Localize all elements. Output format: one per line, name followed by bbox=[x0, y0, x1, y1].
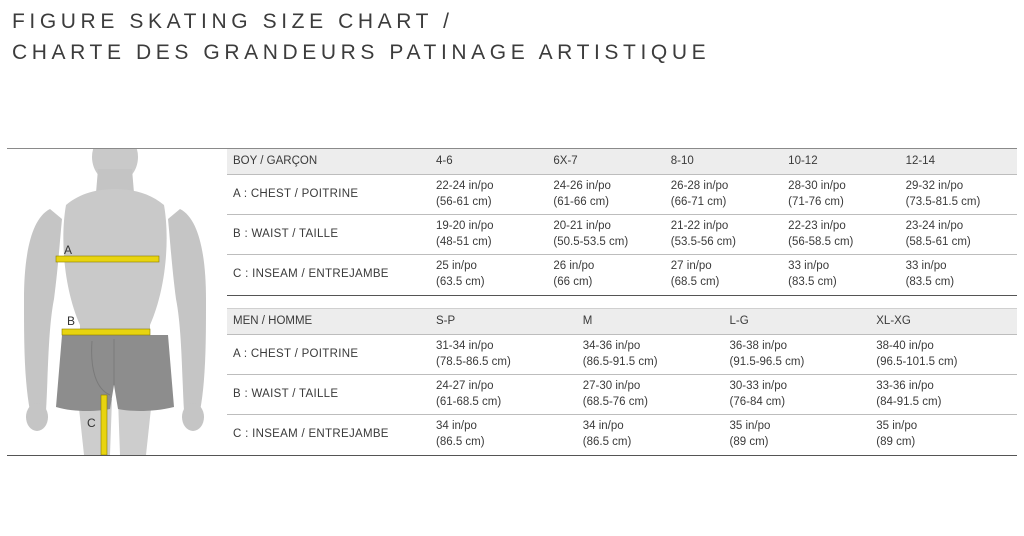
cell-inches: 33 in/po bbox=[788, 260, 830, 272]
table-cell bbox=[870, 415, 1017, 455]
body-measurement-figure bbox=[10, 149, 220, 455]
cell-inches: 27 in/po bbox=[670, 260, 712, 272]
cell-cm: (86.5-91.5 cm) bbox=[582, 355, 658, 368]
cell-cm: (86.5 cm) bbox=[436, 435, 485, 448]
figure-torso bbox=[63, 189, 166, 341]
men-size-l-g: L-G bbox=[724, 309, 871, 335]
frame-bottom-rule bbox=[7, 455, 1017, 456]
table-cell bbox=[665, 215, 782, 255]
cell-inches: 36-38 in/po bbox=[729, 340, 788, 352]
row-label-inseam: C : INSEAM / ENTREJAMBE bbox=[227, 255, 430, 295]
figure-shorts bbox=[56, 335, 174, 411]
figure-right-hand bbox=[182, 403, 204, 431]
cell-inches: 24-26 in/po bbox=[553, 180, 611, 192]
inseam-tape bbox=[101, 395, 107, 455]
cell-cm: (84-91.5 cm) bbox=[876, 395, 942, 408]
table-cell bbox=[547, 215, 664, 255]
table-cell bbox=[782, 255, 899, 295]
men-size-s-p: S-P bbox=[430, 309, 577, 335]
men-size-m: M bbox=[577, 309, 724, 335]
cell-inches: 25 in/po bbox=[436, 260, 477, 272]
cell-inches: 23-24 in/po bbox=[905, 220, 964, 232]
boy-header-row bbox=[227, 149, 1017, 175]
table-cell bbox=[430, 415, 577, 455]
row-label-waist: B : WAIST / TAILLE bbox=[227, 215, 430, 255]
cell-inches: 33 in/po bbox=[905, 260, 947, 272]
cell-inches: 29-32 in/po bbox=[905, 180, 964, 192]
title-line-french: CHARTE DES GRANDEURS PATINAGE ARTISTIQUE bbox=[12, 41, 711, 64]
cell-inches: 35 in/po bbox=[876, 420, 918, 432]
cell-cm: (58.5-61 cm) bbox=[905, 235, 971, 248]
cell-inches: 30-33 in/po bbox=[729, 380, 788, 392]
table-cell bbox=[724, 335, 871, 375]
cell-inches: 33-36 in/po bbox=[876, 380, 934, 392]
section-divider bbox=[227, 295, 1017, 296]
cell-inches: 19-20 in/po bbox=[436, 220, 494, 232]
row-label-chest: A : CHEST / POITRINE bbox=[227, 175, 430, 215]
cell-inches: 28-30 in/po bbox=[788, 180, 846, 192]
table-cell bbox=[430, 335, 577, 375]
boy-header-label: BOY / GARÇON bbox=[227, 149, 430, 175]
cell-cm: (91.5-96.5 cm) bbox=[729, 355, 805, 368]
men-header-row bbox=[227, 309, 1017, 335]
men-header-label: MEN / HOMME bbox=[227, 309, 430, 335]
table-cell bbox=[547, 175, 664, 215]
boy-waist-row bbox=[227, 215, 1017, 255]
table-cell bbox=[577, 335, 724, 375]
cell-cm: (66 cm) bbox=[553, 275, 593, 288]
cell-cm: (66-71 cm) bbox=[670, 195, 727, 208]
table-cell bbox=[577, 415, 724, 455]
cell-cm: (68.5 cm) bbox=[670, 275, 720, 288]
men-size-xl-xg: XL-XG bbox=[870, 309, 1017, 335]
cell-cm: (89 cm) bbox=[876, 435, 916, 448]
cell-cm: (63.5 cm) bbox=[436, 275, 485, 288]
figure-left-hand bbox=[26, 403, 48, 431]
figure-label-b: B bbox=[67, 314, 76, 328]
cell-cm: (96.5-101.5 cm) bbox=[876, 355, 958, 368]
table-cell bbox=[870, 375, 1017, 415]
cell-cm: (61-68.5 cm) bbox=[436, 395, 502, 408]
table-cell bbox=[577, 375, 724, 415]
table-cell bbox=[430, 375, 577, 415]
cell-inches: 38-40 in/po bbox=[876, 340, 934, 352]
page-title bbox=[12, 6, 710, 68]
table-cell bbox=[665, 175, 782, 215]
boy-size-8-10: 8-10 bbox=[665, 149, 782, 175]
cell-cm: (78.5-86.5 cm) bbox=[436, 355, 511, 368]
men-size-table bbox=[227, 309, 1017, 454]
cell-cm: (48-51 cm) bbox=[436, 235, 492, 248]
boy-size-4-6: 4-6 bbox=[430, 149, 547, 175]
table-cell bbox=[665, 255, 782, 295]
table-cell bbox=[547, 255, 664, 295]
cell-inches: 34 in/po bbox=[582, 420, 624, 432]
boy-inseam-row bbox=[227, 255, 1017, 295]
table-cell bbox=[782, 175, 899, 215]
table-cell bbox=[430, 215, 547, 255]
cell-inches: 35 in/po bbox=[729, 420, 771, 432]
table-cell bbox=[782, 215, 899, 255]
cell-cm: (56-61 cm) bbox=[436, 195, 492, 208]
table-cell bbox=[870, 335, 1017, 375]
cell-cm: (83.5 cm) bbox=[788, 275, 837, 288]
table-cell bbox=[900, 255, 1017, 295]
cell-cm: (61-66 cm) bbox=[553, 195, 609, 208]
figure-left-arm bbox=[24, 209, 62, 419]
row-label-chest: A : CHEST / POITRINE bbox=[227, 335, 430, 375]
cell-inches: 26 in/po bbox=[553, 260, 595, 272]
table-cell bbox=[724, 415, 871, 455]
figure-label-a: A bbox=[64, 243, 73, 257]
figure-right-arm bbox=[168, 209, 206, 419]
waist-tape bbox=[62, 329, 150, 335]
cell-cm: (83.5 cm) bbox=[905, 275, 955, 288]
cell-inches: 34-36 in/po bbox=[582, 340, 641, 352]
men-chest-row bbox=[227, 335, 1017, 375]
cell-cm: (68.5-76 cm) bbox=[582, 395, 648, 408]
cell-inches: 24-27 in/po bbox=[436, 380, 494, 392]
cell-cm: (73.5-81.5 cm) bbox=[905, 195, 981, 208]
row-label-inseam: C : INSEAM / ENTREJAMBE bbox=[227, 415, 430, 455]
boy-size-12-14: 12-14 bbox=[900, 149, 1017, 175]
cell-cm: (53.5-56 cm) bbox=[670, 235, 736, 248]
table-cell bbox=[724, 375, 871, 415]
boy-size-10-12: 10-12 bbox=[782, 149, 899, 175]
row-label-waist: B : WAIST / TAILLE bbox=[227, 375, 430, 415]
title-line-english: FIGURE SKATING SIZE CHART / bbox=[12, 10, 454, 33]
cell-cm: (86.5 cm) bbox=[582, 435, 632, 448]
cell-cm: (89 cm) bbox=[729, 435, 769, 448]
table-cell bbox=[900, 175, 1017, 215]
men-waist-row bbox=[227, 375, 1017, 415]
boy-size-table bbox=[227, 149, 1017, 294]
cell-cm: (71-76 cm) bbox=[788, 195, 844, 208]
table-cell bbox=[430, 255, 547, 295]
cell-inches: 21-22 in/po bbox=[670, 220, 729, 232]
cell-cm: (56-58.5 cm) bbox=[788, 235, 854, 248]
table-cell bbox=[430, 175, 547, 215]
cell-inches: 27-30 in/po bbox=[582, 380, 641, 392]
table-cell bbox=[900, 215, 1017, 255]
cell-cm: (50.5-53.5 cm) bbox=[553, 235, 629, 248]
men-inseam-row bbox=[227, 415, 1017, 455]
cell-inches: 34 in/po bbox=[436, 420, 477, 432]
cell-cm: (76-84 cm) bbox=[729, 395, 786, 408]
cell-inches: 31-34 in/po bbox=[436, 340, 494, 352]
boy-chest-row bbox=[227, 175, 1017, 215]
figure-label-c: C bbox=[87, 416, 96, 430]
boy-size-6x-7: 6X-7 bbox=[547, 149, 664, 175]
cell-inches: 20-21 in/po bbox=[553, 220, 611, 232]
cell-inches: 22-23 in/po bbox=[788, 220, 846, 232]
cell-inches: 22-24 in/po bbox=[436, 180, 494, 192]
cell-inches: 26-28 in/po bbox=[670, 180, 729, 192]
